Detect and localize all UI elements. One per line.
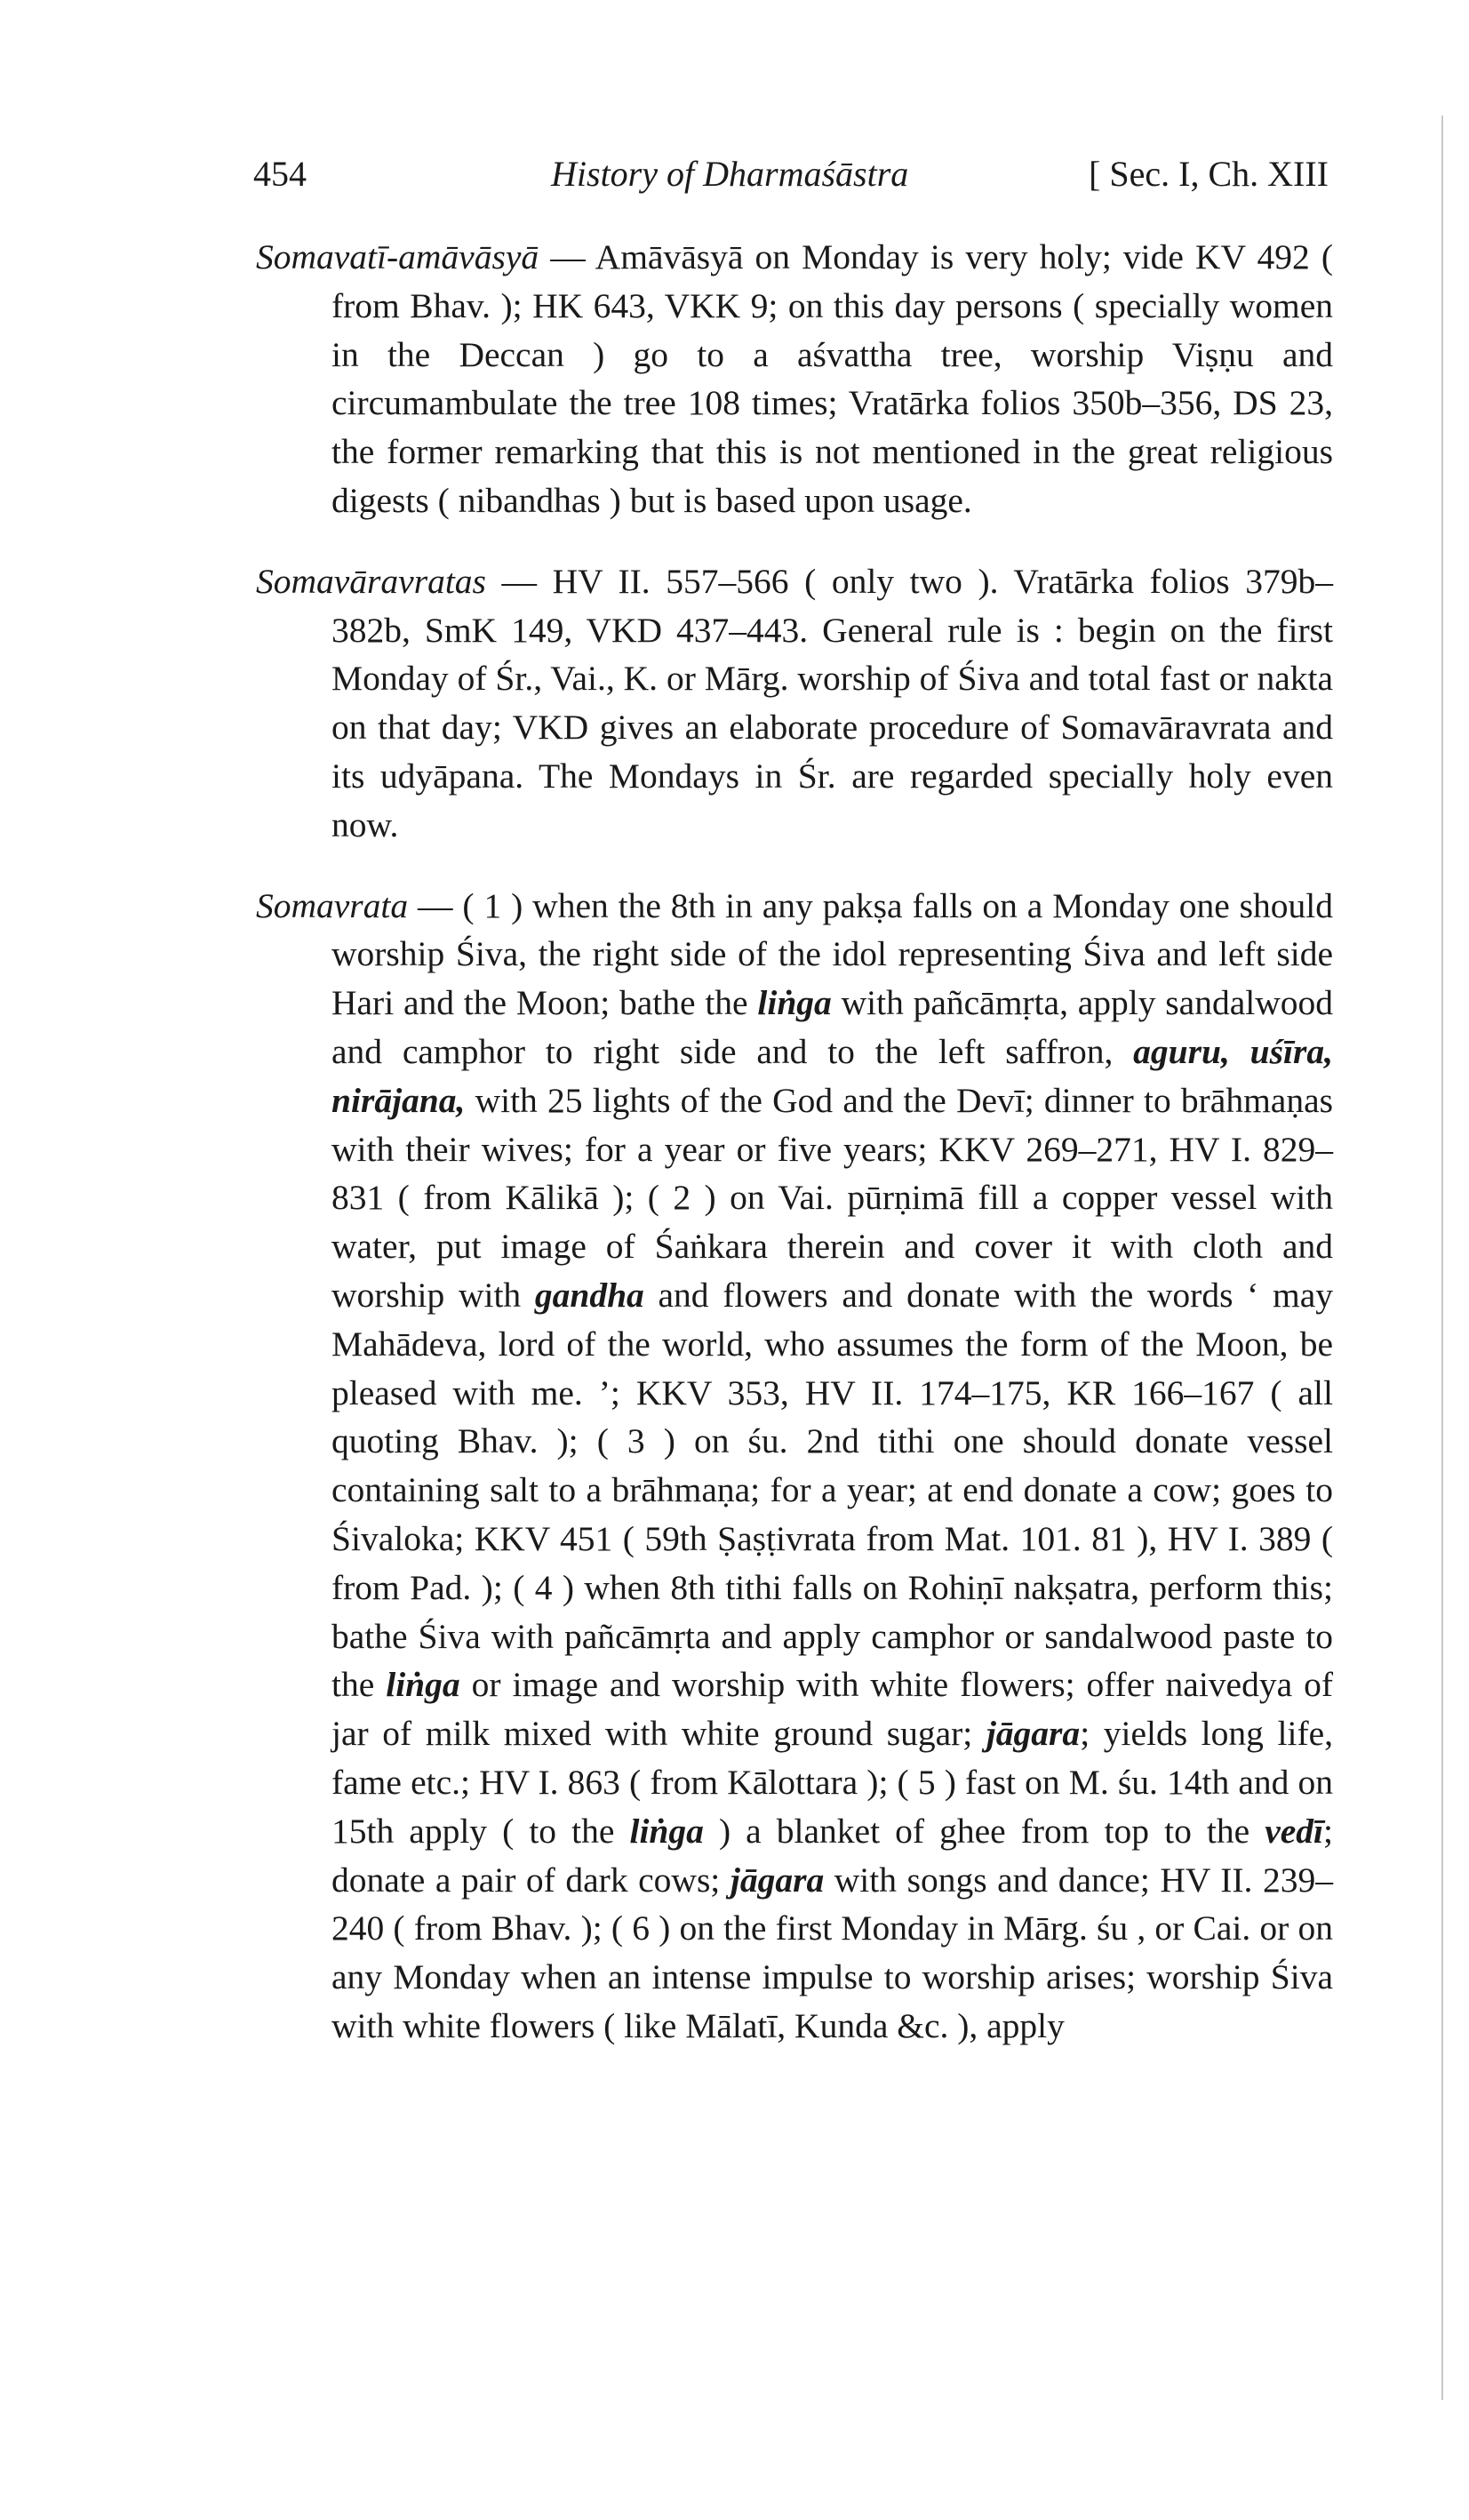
italic-term: liṅga [629,1811,704,1851]
entry-headword: Somavatī-amāvāsyā [256,237,539,276]
entry-text: ; yields long life, fame etc.; HV I. 863 ( from Kālottara ); ( 5 ) fast on M. śu. 14th and on 15th apply ( to the [331,1714,1334,1851]
page-edge-line [1441,116,1443,2400]
entry-text: ; donate a pair of dark cows; [331,1811,1334,1900]
section-label: [ Sec. I, Ch. XIII [1089,154,1329,194]
entry-text: — HV II. 557–566 ( only two ). Vratārka folios 379b–382b, SmK 149, VKD 437–443. General rule is : begin on the first Monday of Śr., Vai., K. or Mārg. worship of Śiva and total fast or nakta on that day; VKD gives an elaborate procedure of Somavāravrata and its udyāpana. The Mondays in Śr. are regarded specially holy even now. [331,561,1333,844]
entry-somavrata [256,882,1333,2051]
entry-text: with pañcāmṛta, apply sandalwood and camphor to right side and to the left saffron, [331,983,1333,1071]
entry-text: — Amāvāsyā on Monday is very holy; vide KV 492 ( from Bhav. ); HK 643, VKK 9; on this day persons ( specially women in the Deccan ) go to a aśvattha tree, worship Viṣṇu and circumambulate the tree 108 times; Vratārka folios 350b–356, DS 23, the former remarking that this is not mentioned in the great religious digests ( nibandhas ) but is based upon usage. [331,237,1333,520]
entry-headword: Somavrata [256,885,409,925]
entry-headword: Somavāravratas [256,561,486,601]
entry-somavati-amavasya [256,233,1333,525]
entry-text: with 25 lights of the God and the Devī; dinner to brāhmaṇas with their wives; for a year or five years; KKV 269–271, HV I. 829–831 ( from Kālikā ); ( 2 ) on Vai. pūrṇimā fill a copper vessel with water, put image of Śaṅkara therein and cover it with cloth and worship with [331,1080,1333,1315]
page-body [256,233,1333,2083]
entry-text: or image and worship with white flowers; offer naivedya of jar of milk mixed with white ground sugar; [331,1665,1333,1754]
italic-term: liṅga [386,1665,460,1705]
italic-term: jāgara [986,1714,1081,1754]
italic-term: jāgara [730,1860,825,1900]
entry-text: and flowers and donate with the words ‘ may Mahādeva, lord of the world, who assumes the form of the Moon, be pleased with me. ’; KKV 353, HV II. 174–175, KR 166–167 ( all quoting Bhav. ); ( 3 ) on śu. 2nd tithi one should donate vessel containing salt to a brāhmaṇa; for a year; at end donate a cow; goes to Śivaloka; KKV 451 ( 59th Ṣaṣṭivrata from Mat. 101. 81 ), HV I. 389 ( from Pad. ); ( 4 ) when 8th tithi falls on Rohiṇī nakṣatra, perform this; bathe Śiva with pañcāmṛta and apply camphor or sandalwood paste to the [331,1275,1333,1705]
italic-term: aguru, uśīra, nirājana, [331,1031,1333,1120]
entry-text: ) a blanket of ghee from top to the [703,1811,1265,1851]
italic-term: gandha [534,1275,644,1315]
running-title: History of Dharmaśāstra [551,154,909,194]
entry-text: — ( 1 ) when the 8th in any pakṣa falls on a Monday one should worship Śiva, the right side of the idol representing Śiva and left side Hari and the Moon; bathe the [331,885,1333,1023]
italic-term: liṅga [757,983,832,1023]
page-header [253,140,1329,194]
italic-term: vedī [1265,1811,1324,1851]
page-number: 454 [253,154,307,194]
entry-somavaravratas [256,557,1333,850]
entry-text: with songs and dance; HV II. 239–240 ( from Bhav. ); ( 6 ) on the first Monday in Mārg. śu , or Cai. or on any Monday when an intense impulse to worship arises; worship Śiva with white flowers ( like Mālatī, Kunda &c. ), apply [331,1860,1333,2045]
